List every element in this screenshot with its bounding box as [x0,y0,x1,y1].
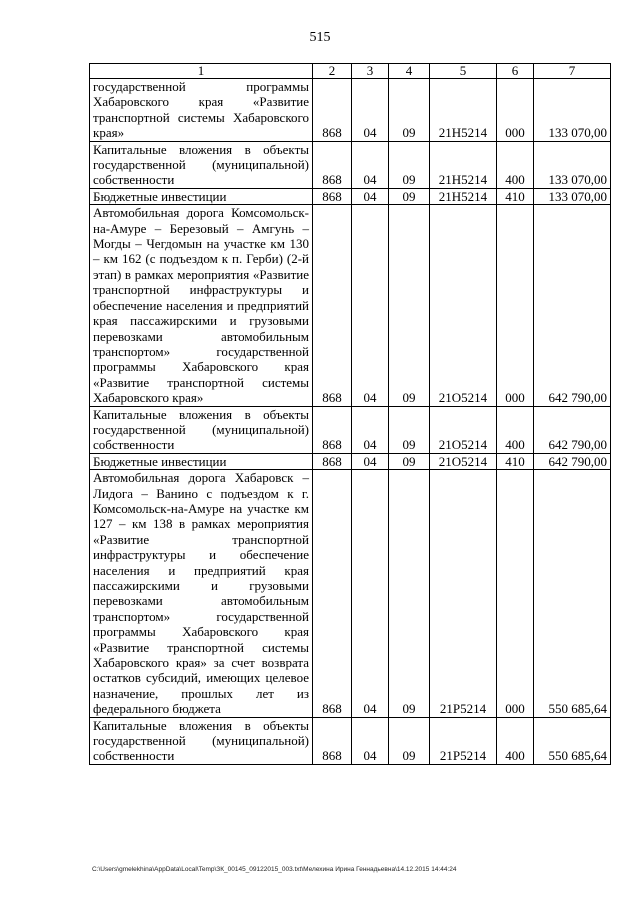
expense-type-cell: 000 [497,79,534,142]
section-cell: 04 [352,470,389,718]
subsection-cell: 09 [389,717,430,764]
target-article-cell: 21О5214 [430,406,497,453]
amount-cell: 133 070,00 [534,188,611,204]
table-row [90,205,611,406]
column-header: 5 [430,64,497,79]
table-row [90,406,611,453]
table-header-row [90,64,611,79]
grbs-cell: 868 [313,453,352,469]
target-article-cell: 21Н5214 [430,79,497,142]
section-cell: 04 [352,205,389,406]
row-description: Капитальные вложения в объекты государственной (муниципальной) собственности [90,141,313,188]
table-row [90,453,611,469]
section-cell: 04 [352,188,389,204]
row-description: государственной программы Хабаровского края «Развитие транспортной системы Хабаровского края» [90,79,313,142]
row-description: Автомобильная дорога Хабаровск – Лидога – Ванино с подъездом к г. Комсомольск-на-Амуре на участке км 127 – км 138 в рамках мероприятия «Развитие транспортной инфраструктуры и обеспечение населения и предприятий края пассажирскими и грузовыми перевозками автомобильным транспортом» государственной программы Хабаровского края «Развитие транспортной системы Хабаровского края» за счет возврата остатков субсидий, имеющих целевое назначение, прошлых лет из федерального бюджета [90,470,313,718]
grbs-cell: 868 [313,717,352,764]
amount-cell: 550 685,64 [534,717,611,764]
grbs-cell: 868 [313,470,352,718]
subsection-cell: 09 [389,141,430,188]
expense-type-cell: 400 [497,717,534,764]
grbs-cell: 868 [313,406,352,453]
row-description: Капитальные вложения в объекты государственной (муниципальной) собственности [90,406,313,453]
table-row [90,470,611,718]
column-header: 6 [497,64,534,79]
subsection-cell: 09 [389,453,430,469]
column-header: 4 [389,64,430,79]
section-cell: 04 [352,79,389,142]
subsection-cell: 09 [389,188,430,204]
table-row [90,188,611,204]
grbs-cell: 868 [313,188,352,204]
target-article-cell: 21О5214 [430,453,497,469]
row-description: Бюджетные инвестиции [90,188,313,204]
target-article-cell: 21Р5214 [430,717,497,764]
grbs-cell: 868 [313,205,352,406]
section-cell: 04 [352,717,389,764]
amount-cell: 642 790,00 [534,406,611,453]
table-row [90,79,611,142]
document-footer-path: C:\Users\gmelekhina\AppData\Local\Temp\ЗК_00145_09122015_003.txt\Мелехина Ирина Геннадьевна\14.12.2015 14:44:24 [92,866,457,873]
subsection-cell: 09 [389,205,430,406]
grbs-cell: 868 [313,141,352,188]
column-header: 7 [534,64,611,79]
column-header: 3 [352,64,389,79]
expense-type-cell: 410 [497,453,534,469]
section-cell: 04 [352,453,389,469]
subsection-cell: 09 [389,470,430,718]
section-cell: 04 [352,406,389,453]
target-article-cell: 21Р5214 [430,470,497,718]
target-article-cell: 21О5214 [430,205,497,406]
expense-type-cell: 400 [497,406,534,453]
budget-table [89,63,611,765]
row-description: Автомобильная дорога Комсомольск-на-Амуре – Березовый – Амгунь – Могды – Чегдомын на участке км 130 – км 162 (с подъездом к п. Герби) (2-й этап) в рамках мероприятия «Развитие транспортной инфраструктуры и обеспечение населения и предприятий края пассажирскими и грузовыми перевозками автомобильным транспортом» государственной программы Хабаровского края «Развитие транспортной системы Хабаровского края» [90,205,313,406]
subsection-cell: 09 [389,406,430,453]
section-cell: 04 [352,141,389,188]
expense-type-cell: 410 [497,188,534,204]
target-article-cell: 21Н5214 [430,141,497,188]
row-description: Капитальные вложения в объекты государственной (муниципальной) собственности [90,717,313,764]
amount-cell: 133 070,00 [534,79,611,142]
expense-type-cell: 000 [497,470,534,718]
table-row [90,141,611,188]
expense-type-cell: 400 [497,141,534,188]
target-article-cell: 21Н5214 [430,188,497,204]
row-description: Бюджетные инвестиции [90,453,313,469]
column-header: 1 [90,64,313,79]
amount-cell: 642 790,00 [534,205,611,406]
page-number: 515 [309,30,331,45]
grbs-cell: 868 [313,79,352,142]
table-row [90,717,611,764]
subsection-cell: 09 [389,79,430,142]
expense-type-cell: 000 [497,205,534,406]
amount-cell: 133 070,00 [534,141,611,188]
amount-cell: 642 790,00 [534,453,611,469]
column-header: 2 [313,64,352,79]
amount-cell: 550 685,64 [534,470,611,718]
